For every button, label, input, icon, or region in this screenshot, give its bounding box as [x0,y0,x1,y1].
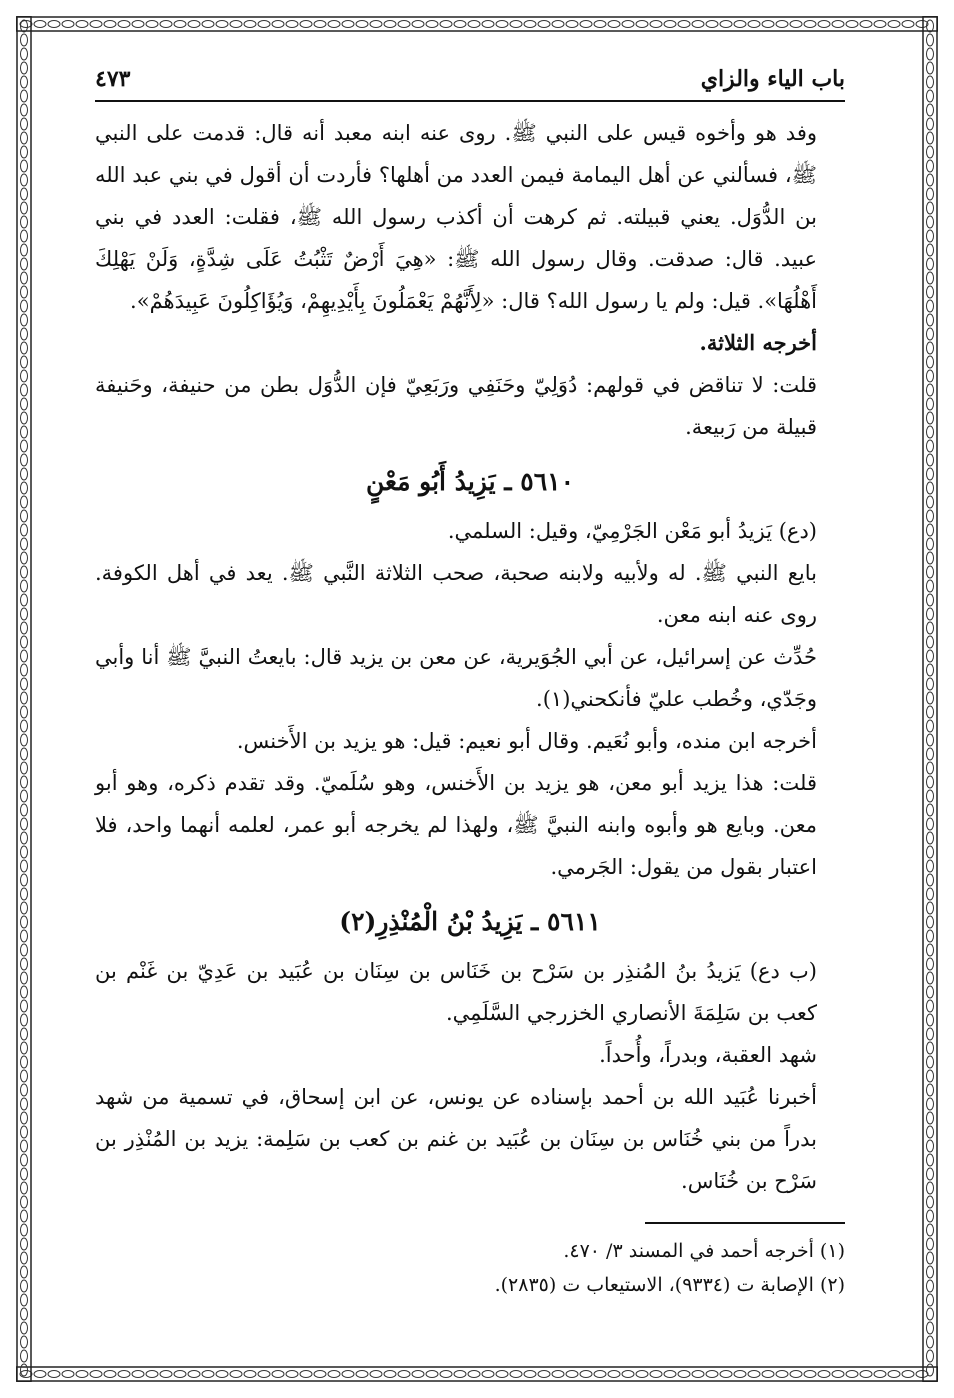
paragraph: حُدِّث عن إسرائيل، عن أبي الجُوَيرية، عن معن بن يزيد قال: بايعتُ النبيَّ ﷺ أنا وأبي وجَدّي، وخُطب عليّ فأنكحني(١). [95,645,817,711]
paragraph: قلت: لا تناقض في قولهم: دُوَلِيّ وحَنَفِي ورَبَعِيّ فإن الدُّوَل بطن من حنيفة، وحَنيفة قبيلة من رَبيعة. [95,373,817,439]
chapter-title: باب الياء والزاي [700,66,845,92]
footnote: (٢) الإصابة ت (٩٣٣٤)، الاستيعاب ت (٢٨٣٥). [494,1274,845,1296]
entry-title-5611: ٥٦١١ ـ يَزِيدُ بْنُ الْمُنْذِرِ(٢) [339,907,601,936]
paragraph: وفد هو وأخوه قيس على النبي ﷺ. روى عنه ابنه معبد أنه قال: قدمت على النبي ﷺ، فسألني عن أهل اليمامة فيمن العدد من أهلها؟ فأردت أن أقول في بني عبد الله بن الدُّوَل. يعني قبيلته. ثم كرهت أن أكذب رسول الله ﷺ، فقلت: العدد في بني عبيد. قال: صدقت. وقال رسول الله ﷺ: «هِيَ أَرْضٌ تَثْبُتُ عَلَى شِدَّةٍ، وَلَنْ يَهْلِكَ أَهْلُهَا». قيل: ولم يا رسول الله؟ قال: «لِأَنَّهُمْ يَعْمَلُونَ بِأَيْدِيهِمْ، وَيُؤَاكِلُونَ عَبِيدَهُمْ». [95,121,817,313]
paragraph: أخرجه الثلاثة. [699,330,817,355]
footnote: (١) أخرجه أحمد في المسند ٣/ ٤٧٠. [563,1240,845,1262]
paragraph: شهد العقبة، وبدراً، وأُحداً. [599,1043,817,1067]
page-header [95,60,845,102]
paragraph: (دع) يَزيدُ أبو مَعْن الجَرْمِيّ، وقيل: السلمي. [447,519,817,543]
decorative-border-top [16,16,938,32]
page-content [95,60,845,1302]
decorative-border-bottom [16,1366,938,1382]
paragraph: أخبرنا عُبَيد الله بن أحمد بإسناده عن يونس، عن ابن إسحاق، في تسمية من شهد بدراً من بني خُنَاس بن سِنَان بن عُبَيد بن غنم بن كعب بن سَلِمة: يزيد بن المُنْذِر بن سَرْح بن خُنَاس. [95,1085,817,1193]
paragraph: أخرجه ابن منده، وأبو نُعَيم. وقال أبو نعيم: قيل: هو يزيد بن الأَخنس. [236,729,817,753]
page-number: ٤٧٣ [95,66,131,92]
footnote-divider [645,1222,845,1224]
paragraph: (ب دع) يَزيدُ بنُ المُنذِر بن سَرْح بن خَنَاس بن سِنَان بن عُبَيد بن عَدِيّ بن غَنْم بن كعب بن سَلِمَةَ الأنصاري الخزرجي السَّلَمِي. [95,959,817,1025]
entry-title-5610: ٥٦١٠ ـ يَزِيدُ أَبُو مَعْنٍ [366,467,574,496]
paragraph: قلت: هذا يزيد أبو معن، هو يزيد بن الأَخنس، وهو سُلَميّ. وقد تقدم ذكره، وهو أبو معن. وبايع هو وأبوه وابنه النبيَّ ﷺ، ولهذا لم يخرجه أبو عمر، لعلمه أنهما واحد، فلا اعتبار بقول من يقول: الجَرمي. [95,771,817,879]
decorative-border-left [16,16,32,1382]
paragraph: بايع النبي ﷺ. له ولأبيه ولابنه صحبة، صحب الثلاثة النَّبي ﷺ. يعد في أهل الكوفة. روى عنه ابنه معن. [95,561,817,627]
decorative-border-right [922,16,938,1382]
